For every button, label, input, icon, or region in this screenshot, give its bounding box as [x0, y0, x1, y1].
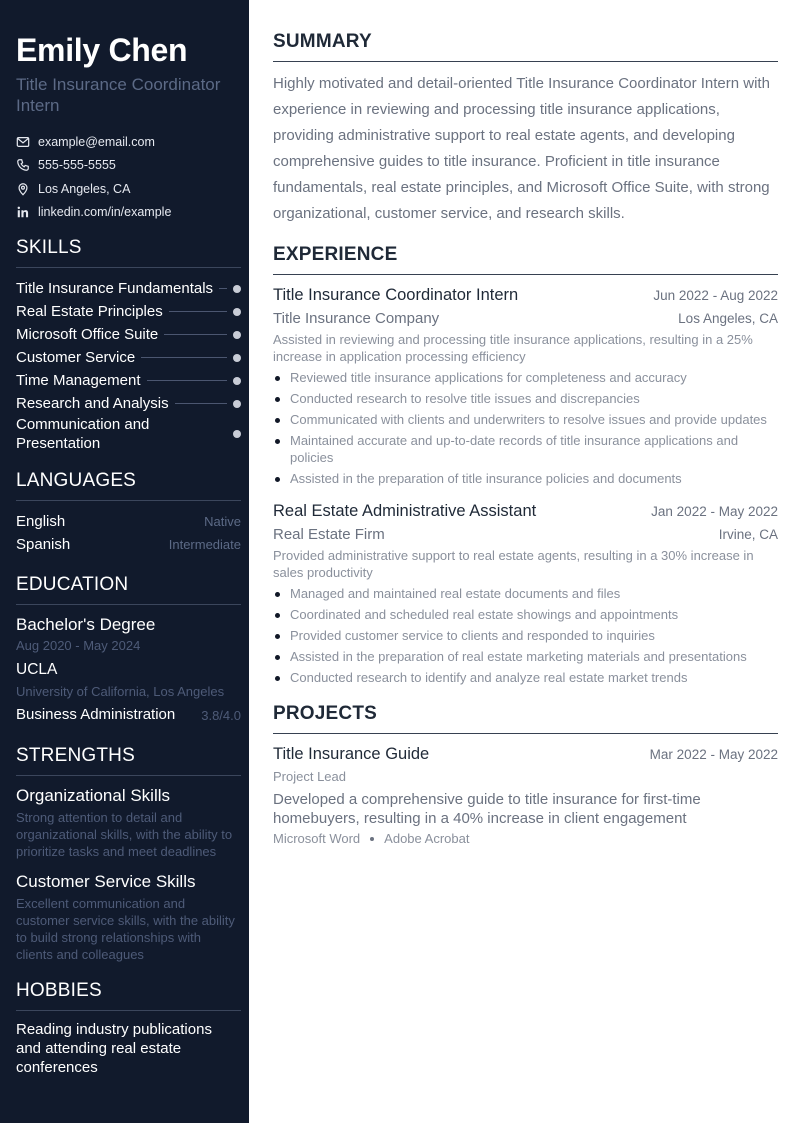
strength-title: Organizational Skills	[16, 786, 171, 805]
skill-dot	[233, 285, 241, 293]
contact-location-text: Los Angeles, CA	[38, 181, 131, 196]
language-name: English	[16, 513, 66, 530]
project-tool: Adobe Acrobat	[384, 831, 470, 846]
job-bullet: Assisted in the preparation of title insurance policies and documents	[273, 470, 778, 487]
project-description: Developed a comprehensive guide to title insurance for first-time homebuyers, resulting in a 40% increase in client engagement	[273, 791, 701, 827]
job-company: Real Estate Firm	[273, 526, 385, 543]
experience-section	[273, 244, 778, 686]
language-level: Native	[204, 514, 241, 529]
skill-label: Title Insurance Fundamentals	[16, 280, 214, 297]
skills-section	[16, 237, 241, 453]
job-bullet: Conducted research to resolve title issues and discrepancies	[273, 390, 778, 407]
job-bullet: Maintained accurate and up-to-date records of title insurance applications and policies	[273, 432, 778, 466]
education-dates: Aug 2020 - May 2024	[16, 638, 141, 653]
languages-section	[16, 470, 241, 556]
job-summary: Provided administrative support to real estate agents, resulting in a 30% increase in sales productivity	[273, 548, 754, 580]
skill-item	[16, 277, 241, 300]
project-tools	[273, 831, 778, 846]
education-degree: Bachelor's Degree	[16, 615, 156, 634]
skill-divider	[175, 403, 227, 404]
job-role: Title Insurance Coordinator Intern	[273, 286, 519, 304]
skill-dot	[233, 354, 241, 362]
strength-description: Excellent communication and customer service skills, with the ability to build strong relationships with clients and colleagues	[16, 896, 235, 962]
linkedin-icon	[16, 205, 30, 219]
language-name: Spanish	[16, 536, 71, 553]
contact-phone[interactable]	[16, 154, 241, 178]
skill-label: Customer Service	[16, 349, 136, 366]
phone-icon	[16, 158, 30, 172]
job-bullets	[273, 585, 778, 686]
hobbies-section	[16, 980, 241, 1077]
project-tool: Microsoft Word	[273, 831, 361, 846]
skill-divider	[164, 334, 227, 335]
projects-heading: PROJECTS	[273, 703, 778, 734]
project-entry	[273, 743, 778, 846]
skill-item	[16, 346, 241, 369]
strength-item	[16, 871, 241, 963]
job-company: Title Insurance Company	[273, 310, 440, 327]
tool-separator-dot	[370, 837, 374, 841]
job-dates: Jun 2022 - Aug 2022	[653, 288, 778, 303]
language-item	[16, 533, 241, 556]
hobby-text: Reading industry publications and attending real estate conferences	[16, 1021, 212, 1076]
education-university: University of California, Los Angeles	[16, 684, 225, 699]
summary-text: Highly motivated and detail-oriented Title Insurance Coordinator Intern with experience in reviewing and processing title insurance applications, providing administrative support to real estate agents, and developing comprehensive guides to title insurance. Proficient in title insurance fundamentals, real estate principles, and Microsoft Office Suite, with strong organizational, customer service, and research skills.	[273, 75, 770, 222]
candidate-title: Title Insurance Coordinator Intern	[16, 75, 221, 115]
skill-divider	[141, 357, 227, 358]
skill-item	[16, 323, 241, 346]
location-icon	[16, 182, 30, 196]
language-level: Intermediate	[168, 537, 241, 552]
contact-location	[16, 177, 241, 201]
skill-item	[16, 392, 241, 415]
strengths-heading: STRENGTHS	[16, 745, 241, 776]
education-field: Business Administration	[16, 706, 176, 723]
job-bullet: Conducted research to identify and analyze real estate market trends	[273, 669, 778, 686]
skill-dot	[233, 430, 241, 438]
skill-dot	[233, 400, 241, 408]
job-bullet: Coordinated and scheduled real estate showings and appointments	[273, 606, 778, 623]
contact-phone-text: 555-555-5555	[38, 158, 116, 173]
contact-linkedin-text: linkedin.com/in/example	[38, 205, 172, 220]
education-field-row	[16, 704, 241, 726]
skill-item	[16, 415, 241, 453]
job-bullet: Reviewed title insurance applications for completeness and accuracy	[273, 369, 778, 386]
job-role: Real Estate Administrative Assistant	[273, 502, 537, 520]
skill-divider	[219, 288, 227, 289]
projects-section	[273, 703, 778, 846]
skill-dot	[233, 331, 241, 339]
skills-heading: SKILLS	[16, 237, 241, 268]
project-title: Title Insurance Guide	[273, 745, 430, 763]
job-location: Irvine, CA	[718, 527, 778, 542]
skill-divider	[147, 380, 228, 381]
job-summary: Assisted in reviewing and processing title insurance applications, resulting in a 25% increase in application processing efficiency	[273, 332, 753, 364]
strength-item	[16, 785, 241, 860]
summary-heading: SUMMARY	[273, 31, 778, 62]
skill-dot	[233, 308, 241, 316]
education-gpa: 3.8/4.0	[201, 707, 241, 723]
contact-email[interactable]	[16, 130, 241, 154]
sidebar	[0, 0, 249, 1123]
main-content	[273, 31, 778, 846]
strength-title: Customer Service Skills	[16, 872, 196, 891]
project-role: Project Lead	[273, 769, 346, 784]
skill-label: Time Management	[16, 372, 141, 389]
experience-heading: EXPERIENCE	[273, 244, 778, 275]
skill-label: Microsoft Office Suite	[16, 326, 159, 343]
job-entry	[273, 284, 778, 487]
skill-label: Real Estate Principles	[16, 303, 163, 320]
skill-label: Research and Analysis	[16, 395, 169, 412]
education-section	[16, 574, 241, 726]
hobbies-heading: HOBBIES	[16, 980, 241, 1011]
job-location: Los Angeles, CA	[678, 311, 778, 326]
contact-list	[16, 130, 241, 224]
language-item	[16, 510, 241, 533]
skill-divider	[169, 311, 227, 312]
job-dates: Jan 2022 - May 2022	[651, 504, 778, 519]
education-school: UCLA	[16, 661, 58, 678]
strengths-section	[16, 745, 241, 963]
skill-item	[16, 369, 241, 392]
job-bullet: Managed and maintained real estate documents and files	[273, 585, 778, 602]
job-bullet: Provided customer service to clients and responded to inquiries	[273, 627, 778, 644]
skill-item	[16, 300, 241, 323]
contact-email-text: example@email.com	[38, 134, 155, 149]
job-entry	[273, 500, 778, 686]
contact-linkedin[interactable]	[16, 201, 241, 225]
summary-section	[273, 31, 778, 227]
job-bullet: Assisted in the preparation of real estate marketing materials and presentations	[273, 648, 778, 665]
email-icon	[16, 135, 30, 149]
education-heading: EDUCATION	[16, 574, 241, 605]
job-bullets	[273, 369, 778, 487]
job-bullet: Communicated with clients and underwriters to resolve issues and provide updates	[273, 411, 778, 428]
skill-label: Communication and Presentation	[16, 416, 150, 452]
strength-description: Strong attention to detail and organizational skills, with the ability to prioritize tasks and meet deadlines	[16, 810, 233, 859]
skill-dot	[233, 377, 241, 385]
languages-heading: LANGUAGES	[16, 470, 241, 501]
project-dates: Mar 2022 - May 2022	[649, 747, 778, 762]
candidate-name: Emily Chen	[16, 32, 188, 68]
